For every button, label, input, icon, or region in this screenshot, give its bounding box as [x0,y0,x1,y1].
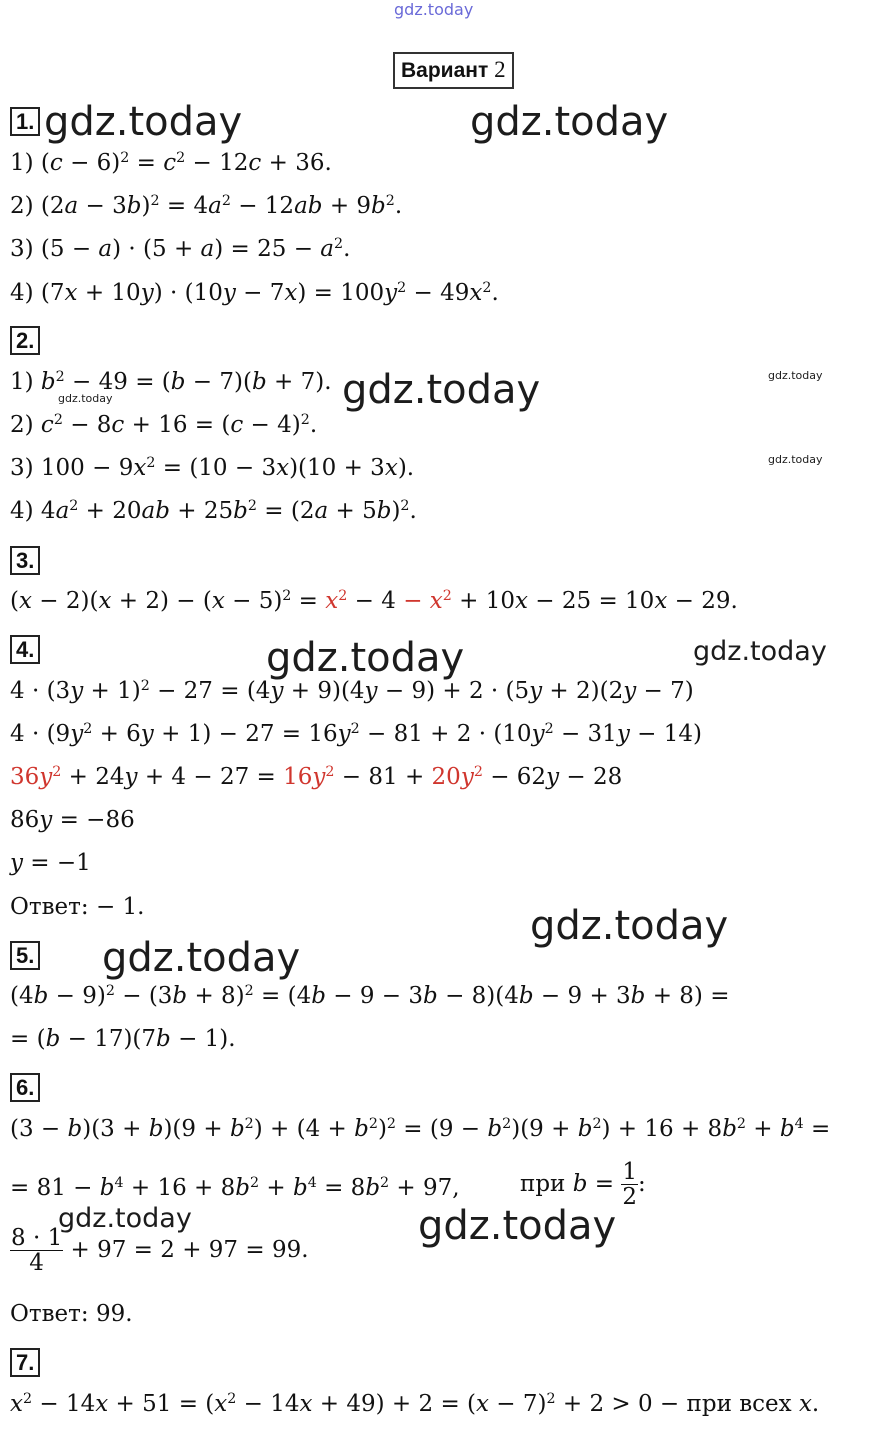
task-number-4: 4. [10,635,40,664]
watermark: gdz.today [58,1203,192,1234]
watermark: gdz.today [44,99,243,145]
watermark: gdz.today [418,1203,617,1249]
task-number-1: 1. [10,107,40,136]
variant-title-number: 2 [494,57,506,82]
task2-line2: 2) $c^2 - 8c + 16 = (c - 4)^2$. [10,412,318,438]
task7-line1: $x^2 - 14x + 51 = (x^2 - 14x + 49) + 2 = (x - 7)^2 + 2 > 0$ − при всех x. [10,1391,820,1417]
task6-condition: при b = $\frac{1}{2}$ : [520,1159,646,1211]
task1-line2: 2) $(2a - 3b)^2 = 4a^2 - 12ab + 9b^2$. [10,193,403,219]
fraction-8-over-4: $\frac{8 \cdot 1}{4}$ [11,1225,63,1277]
pri-vseh: при всех [686,1391,792,1417]
task4-line1: $4 \cdot (3y + 1)^2 - 27 = (4y + 9)(4y - 9) + 2 \cdot (5y + 2)(2y - 7)$ [10,678,694,704]
answer-value: − 1. [95,894,145,920]
watermark: gdz.today [102,935,301,981]
task-number-7: 7. [10,1348,40,1377]
task4-line3: $36y^2 + 24y + 4 - 27 = 16y^2 - 81 + 20y^2 - 62y - 28$ [10,764,623,790]
task6-answer [10,1303,133,1326]
task3-line1: $(x - 2)(x + 2) - (x - 5)^2 = x^2 - 4 - x^2 + 10x - 25 = 10x - 29$. [10,588,738,614]
watermark: gdz.today [768,453,823,466]
answer-value: 99. [95,1301,133,1327]
watermark: gdz.today [693,636,827,667]
task4-answer [10,896,144,919]
task6-line2: = $81 - b^4 + 16 + 8b^2 + b^4 = 8b^2 + 97$, [10,1175,460,1201]
fraction-one-half: $\frac{1}{2}$ [622,1159,637,1211]
task5-line1: $(4b - 9)^2 - (3b + 8)^2 = (4b - 9 - 3b - 8)(4b - 9 + 3b + 8)$ = [10,983,730,1009]
task4-line5: y = −1 [10,850,91,876]
task6-line3: $\frac{8 \cdot 1}{4}$ + 97 = 2 + 97 = 99. [11,1225,309,1277]
task5-line2: = (b − 17)(7b − 1). [10,1026,236,1052]
task1-line1: 1) $(c - 6)^2 = c^2 - 12c + 36$. [10,150,332,176]
task1-line4: 4) $(7x + 10y) \cdot (10y - 7x) = 100y^2 - 49x^2$. [10,280,499,306]
variant-title-word: Вариант [401,59,489,82]
task-number-6: 6. [10,1073,40,1102]
watermark: gdz.today [470,99,669,145]
task2-line3: 3) $100 - 9x^2 = (10 - 3x)(10 + 3x)$. [10,455,415,481]
task2-line4: 4) $4a^2 + 20ab + 25b^2 = (2a + 5b)^2$. [10,498,417,524]
watermark: gdz.today [768,369,823,382]
pri-word: при [520,1171,566,1198]
task-number-3: 3. [10,546,40,575]
task-number-2: 2. [10,326,40,355]
task6-line1: $(3 - b)(3 + b)(9 + b^2) + (4 + b^2)^2 = (9 - b^2)(9 + b^2) + 16 + 8b^2 + b^4$ = [10,1116,831,1142]
watermark: gdz.today [58,392,113,405]
watermark: gdz.today [266,635,465,681]
task4-line2: $4 \cdot (9y^2 + 6y + 1) - 27 = 16y^2 - 81 + 2 \cdot (10y^2 - 31y - 14)$ [10,721,702,747]
task2-line1: 1) $b^2 - 49 = (b - 7)(b + 7)$. [10,369,332,395]
task4-line4: 86y = −86 [10,807,135,833]
watermark: gdz.today [530,903,729,949]
task-number-5: 5. [10,941,40,970]
answer-label: Ответ: [10,1301,89,1327]
answer-label: Ответ: [10,894,89,920]
variant-title [393,52,514,89]
top-watermark: gdz.today [394,0,474,19]
task1-line3: 3) $(5 - a) \cdot (5 + a) = 25 - a^2$. [10,236,351,262]
watermark: gdz.today [342,367,541,413]
